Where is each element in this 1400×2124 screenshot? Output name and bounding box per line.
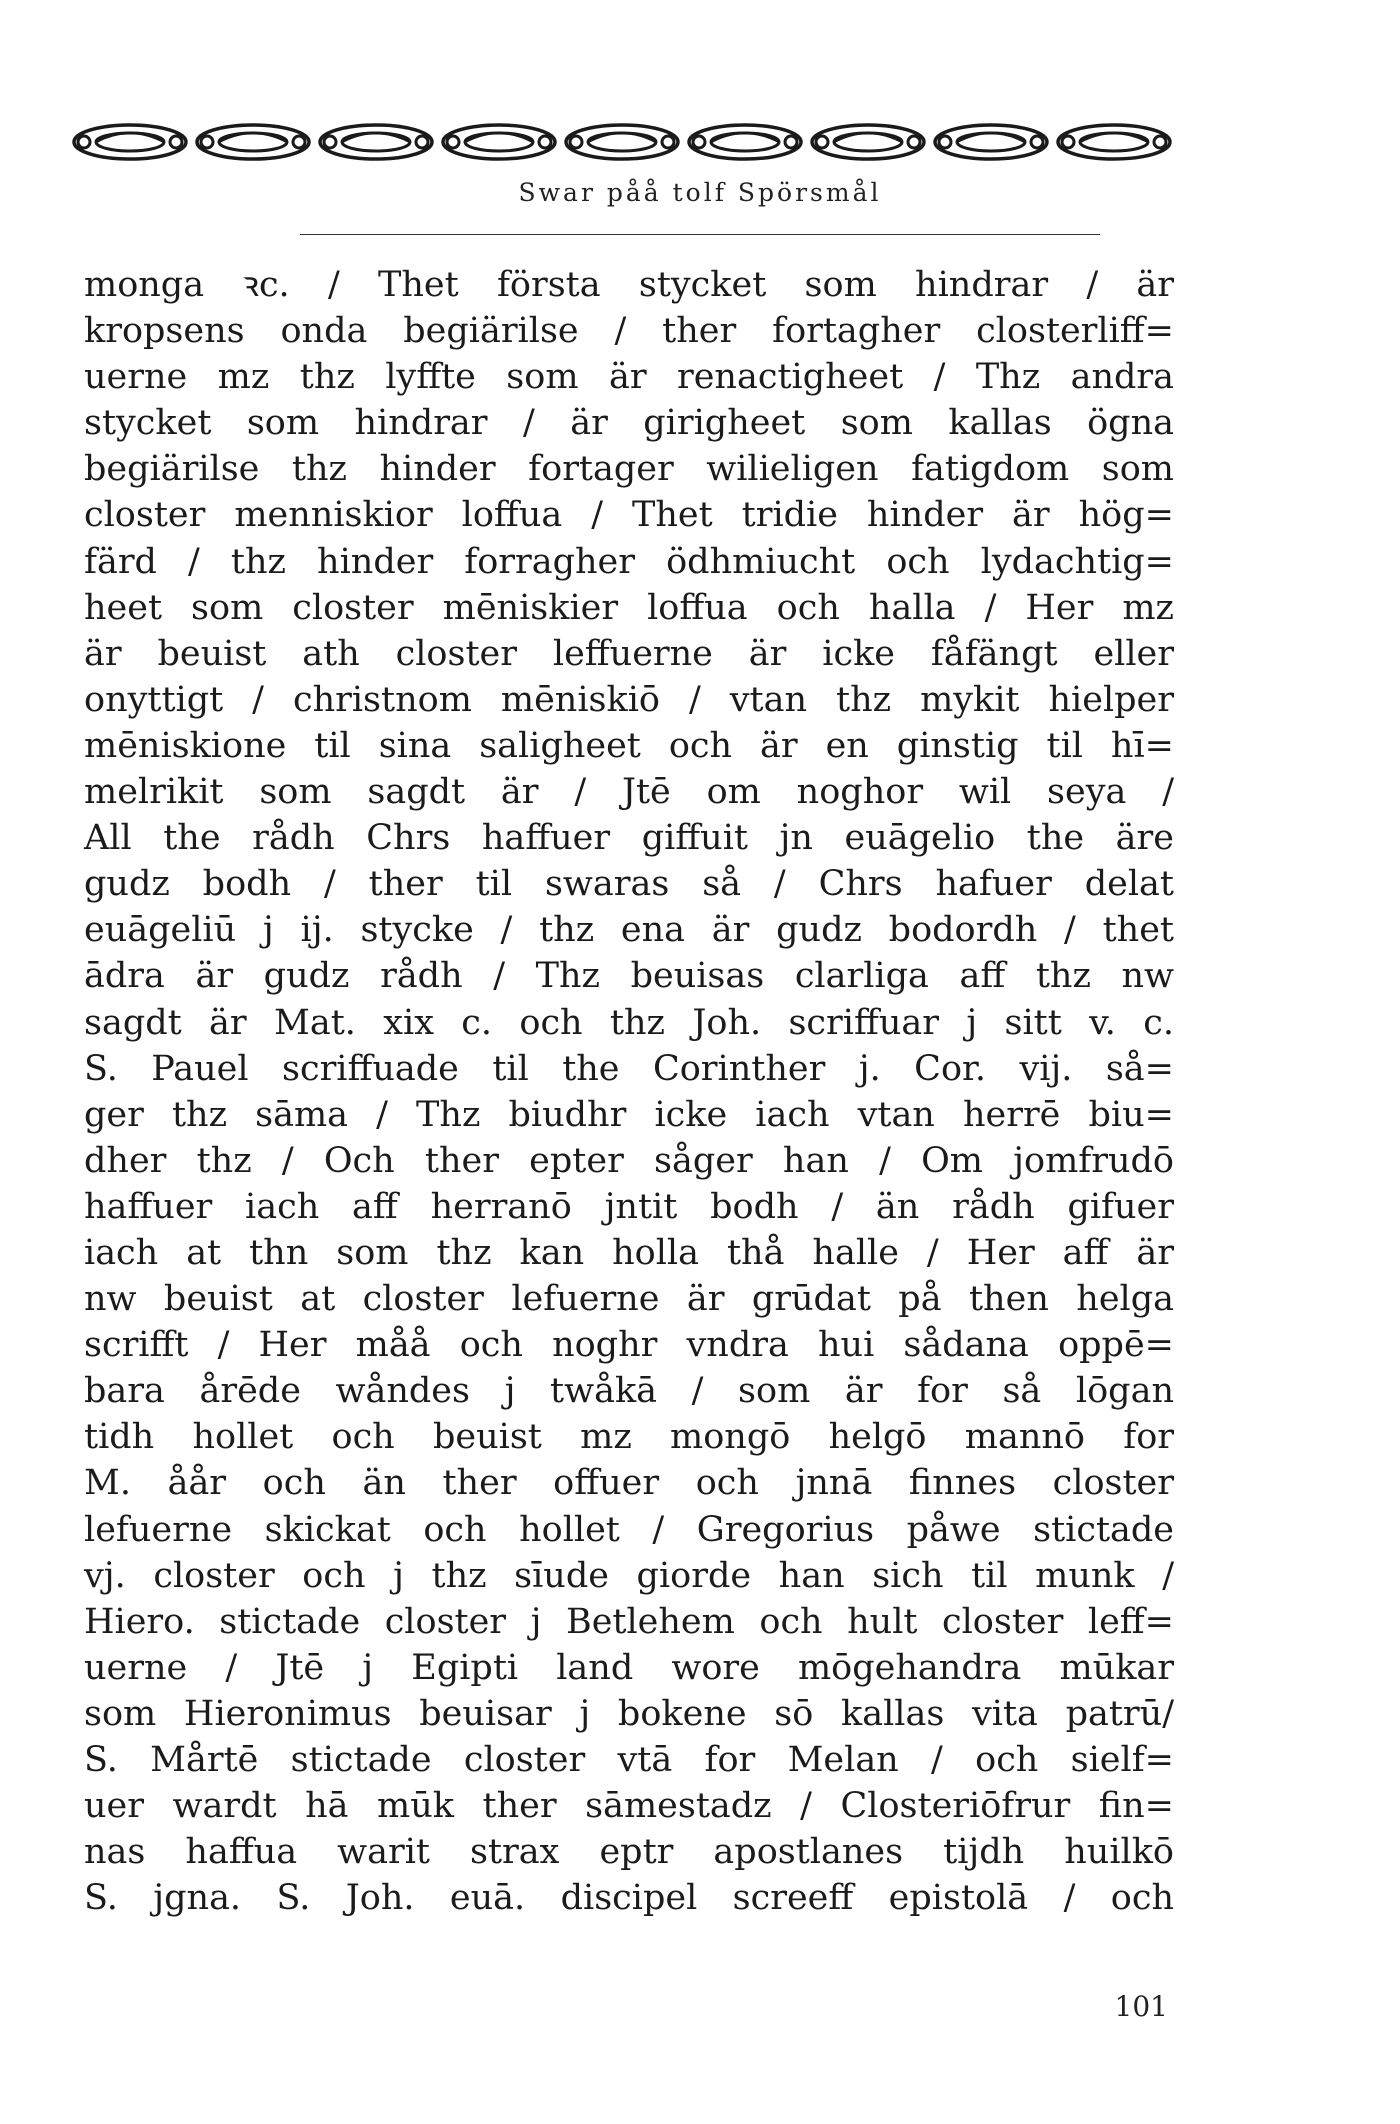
text-line: M. åår och än ther offuer och jnnā finnes closter [84,1463,1174,1504]
text-line: tidh hollet och beuist mz mongō helgō mannō for [84,1417,1174,1458]
text-line: begiärilse thz hinder fortager wilieligen fatigdom som [84,449,1174,490]
text-line: sagdt är Mat. xix c. och thz Joh. scriffuar j sitt v. c. [84,1002,1174,1043]
text-line: nas haffua warit strax eptr apostlanes tijdh huilkō [84,1832,1174,1873]
text-line: ādra är gudz rådh / Thz beuisas clarliga aff thz nw [84,956,1174,997]
text-line: melrikit som sagdt är / Jtē om noghor wil seya / [84,772,1174,813]
text-line: dher thz / Och ther epter såger han / Om jomfrudō [84,1140,1174,1181]
ornamental-border [70,118,1182,166]
header-rule [300,234,1100,235]
running-head: Swar påå tolf Spörsmål [518,178,882,207]
text-line: S. Pauel scriffuade til the Corinther j. Cor. vij. så= [84,1048,1174,1089]
text-line: uer wardt hā mūk ther sāmestadz / Closteriōfrur fin= [84,1786,1174,1827]
text-line: iach at thn som thz kan holla thå halle / Her aff är [84,1232,1174,1273]
text-line: vj. closter och j thz sīude giorde han sich til munk / [84,1555,1174,1596]
text-line: gudz bodh / ther til swaras så / Chrs hafuer delat [84,864,1174,905]
text-line: euāgeliū j ij. stycke / thz ena är gudz bodordh / thet [84,910,1174,951]
text-line: lefuerne skickat och hollet / Gregorius påwe stictade [84,1509,1174,1550]
text-line: stycket som hindrar / är girigheet som kallas ögna [84,403,1174,444]
text-line: S. jgna. S. Joh. euā. discipel screeff epistolā / och [84,1878,1174,1919]
text-line: ger thz sāma / Thz biudhr icke iach vtan herrē biu= [84,1094,1174,1135]
text-line: är beuist ath closter leffuerne är icke fåfängt eller [84,633,1174,674]
page-number: 101 [1114,1990,1168,2023]
text-line: S. Mårtē stictade closter vtā for Melan / och sielf= [84,1740,1174,1780]
text-line: closter menniskior loffua / Thet tridie hinder är hög= [84,495,1174,536]
text-line: heet som closter mēniskier loffua och halla / Her mz [84,587,1174,628]
text-line: färd / thz hinder forragher ödhmiucht och lydachtig= [84,541,1174,582]
body-text [84,262,1174,1921]
text-line: nw beuist at closter lefuerne är grūdat på then helga [84,1279,1174,1320]
text-line: uerne / Jtē j Egipti land wore mōgehandra mūkar [84,1647,1174,1688]
text-line: All the rådh Chrs haffuer giffuit jn euāgelio the äre [84,818,1174,859]
text-line: Hiero. stictade closter j Betlehem och hult closter leff= [84,1601,1174,1642]
text-line: uerne mz thz lyffte som är renactigheet / Thz andra [84,357,1174,398]
text-line: haffuer iach aff herranō jntit bodh / än rådh gifuer [84,1186,1174,1227]
text-line: onyttigt / christnom mēniskiō / vtan thz mykit hielper [84,679,1174,720]
text-line: bara årēde wåndes j twåkā / som är for så lōgan [84,1371,1174,1412]
text-line: kropsens onda begiärilse / ther fortagher closterliff= [84,311,1174,352]
text-line: scrifft / Her måå och noghr vndra hui sådana oppē= [84,1325,1174,1366]
text-line: mēniskione til sina saligheet och är en ginstig til hī= [84,725,1174,766]
text-line: som Hieronimus beuisar j bokene sō kallas vita patrū/ [84,1693,1174,1734]
text-line: monga ꝛc. / Thet första stycket som hindrar / är [84,265,1174,305]
